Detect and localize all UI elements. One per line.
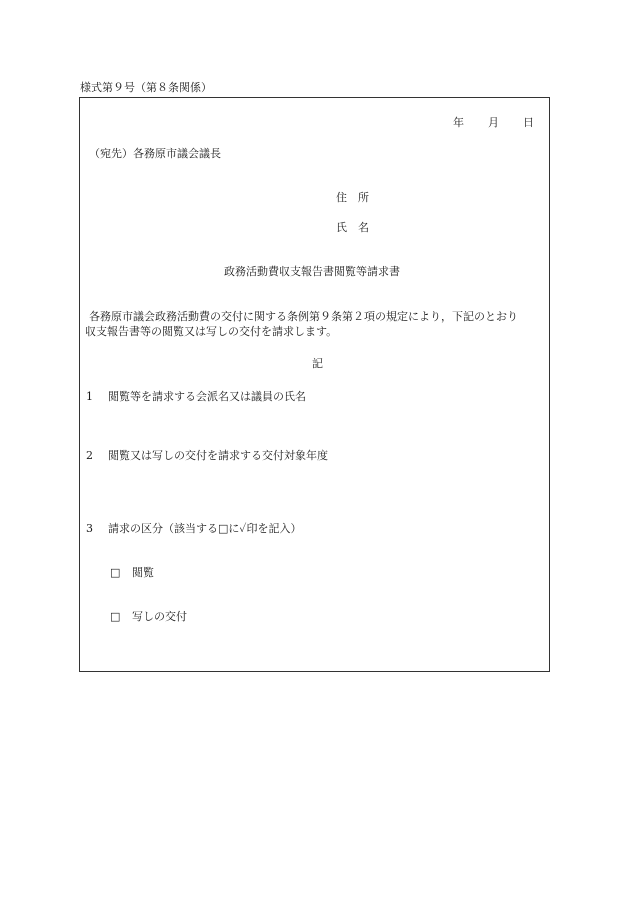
item-text: 請求の区分（該当する□に✓印を記入）	[108, 522, 302, 535]
address-label: 住 所	[336, 191, 369, 204]
date-year-label: 年	[453, 116, 464, 129]
view-option-label: 閲覧	[132, 566, 154, 579]
form-number-label: 様式第９号（第８条関係）	[80, 81, 212, 94]
date-month-label: 月	[488, 116, 499, 129]
ki-heading: 記	[312, 357, 323, 370]
item-request-type	[86, 522, 302, 535]
copy-checkbox[interactable]: □	[110, 610, 121, 623]
item-fiscal-year	[86, 449, 328, 462]
copy-option-label: 写しの交付	[132, 610, 187, 623]
addressee: （宛先）各務原市議会議長	[89, 147, 221, 160]
item-faction-or-member-name	[86, 390, 306, 403]
name-label: 氏 名	[336, 221, 369, 234]
item-text: 閲覧等を請求する会派名又は議員の氏名	[108, 390, 306, 403]
option-view	[110, 566, 154, 579]
date-day-label: 日	[523, 116, 534, 129]
form-frame	[79, 97, 550, 672]
document-title: 政務活動費収支報告書閲覧等請求書	[224, 265, 400, 278]
option-copy	[110, 610, 187, 623]
item-text: 閲覧又は写しの交付を請求する交付対象年度	[108, 449, 328, 462]
item-number: 1	[86, 390, 93, 403]
body-text-line-2: 収支報告書等の閲覧又は写しの交付を請求します。	[85, 325, 338, 338]
item-number: 2	[86, 449, 93, 462]
body-text-line-1: 各務原市議会政務活動費の交付に関する条例第９条第２項の規定により，下記のとおり	[89, 310, 518, 323]
item-number: 3	[86, 522, 93, 535]
view-checkbox[interactable]: □	[110, 566, 121, 579]
